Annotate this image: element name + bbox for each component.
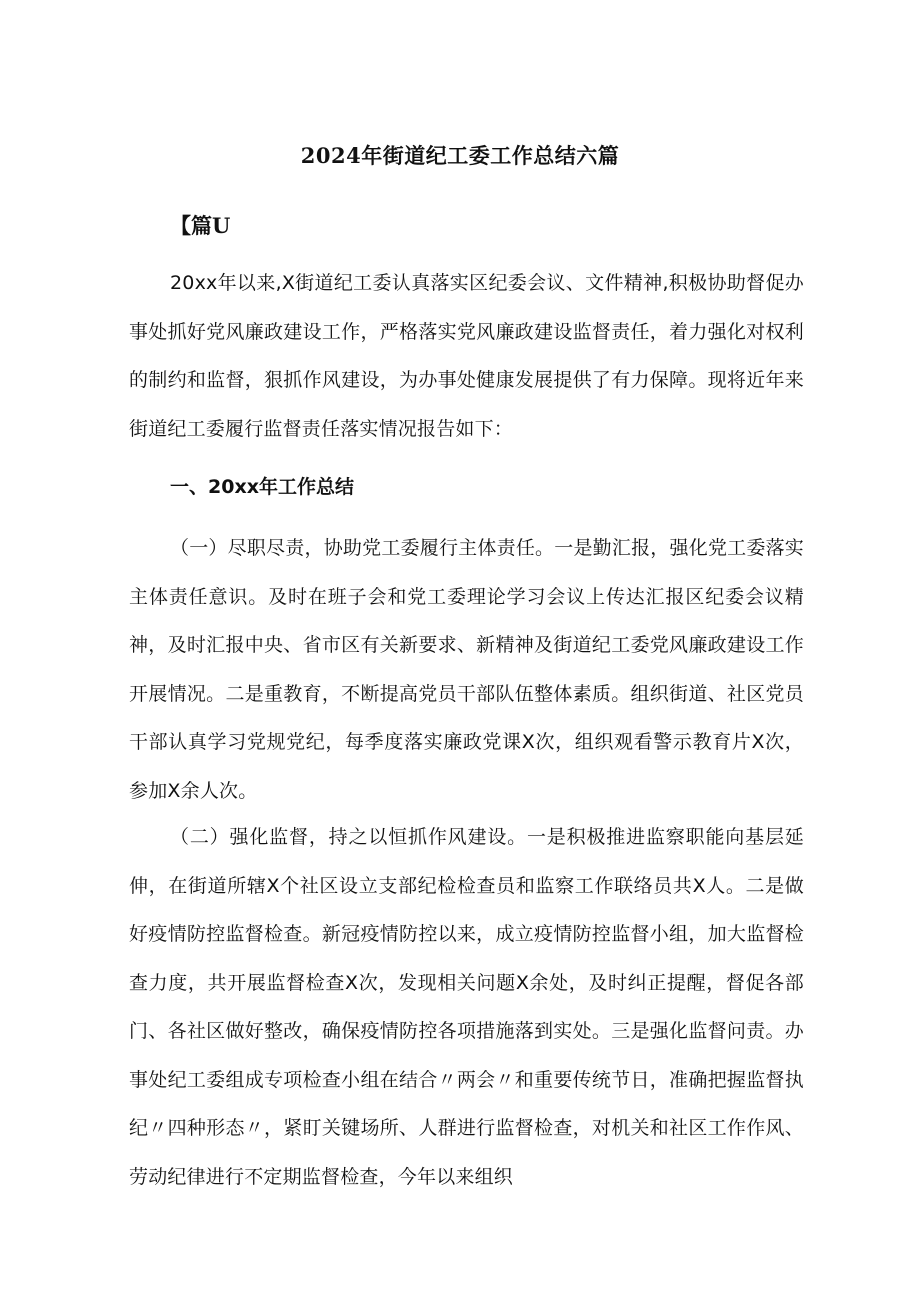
document-title: 2024年街道纪工委工作总结六篇: [300, 143, 620, 168]
intro-paragraph: 20xx年以来,X街道纪工委认真落实区纪委会议、文件精神,积极协助督促办事处抓好党风廉政建设工作，严格落实党风廉政建设监督责任，着力强化对权利的制约和监督，狠抓作风建设，为办事处健康发展提供了有力保障。现将近年来街道纪工委履行监督责任落实情况报告如下：: [129, 272, 804, 440]
body-paragraph-two: （二）强化监督，持之以恒抓作风建设。一是积极推进监察职能向基层延伸，在街道所辖X个社区设立支部纪检检查员和监察工作联络员共X人。二是做好疫情防控监督检查。新冠疫情防控以来，成立疫情防控监督小组，加大监督检查力度，共开展监督检查X次，发现相关问题X余处，及时纠正提醒，督促各部门、各社区做好整改，确保疫情防控各项措施落到实处。三是强化监督问责。办事处纪工委组成专项检查小组在结合〃两会〃和重要传统节日，准确把握监督执纪〃四种形态〃，紧盯关键场所、人群进行监督检查，对机关和社区工作作风、劳动纪律进行不定期监督检查，今年以来组织: [129, 826, 804, 1188]
body-paragraph-one: （一）尽职尽责，协助党工委履行主体责任。一是勤汇报，强化党工委落实主体责任意识。及时在班子会和党工委理论学习会议上传达汇报区纪委会议精神，及时汇报中央、省市区有关新要求、新精神及街道纪工委党风廉政建设工作开展情况。二是重教育，不断提高党员干部队伍整体素质。组织街道、社区党员干部认真学习党规党纪，每季度落实廉政党课X次，组织观看警示教育片X次，参加X余人次。: [129, 537, 804, 802]
section-heading: 一、20xx年工作总结: [170, 476, 354, 498]
section-label: 【篇U: [170, 213, 231, 238]
